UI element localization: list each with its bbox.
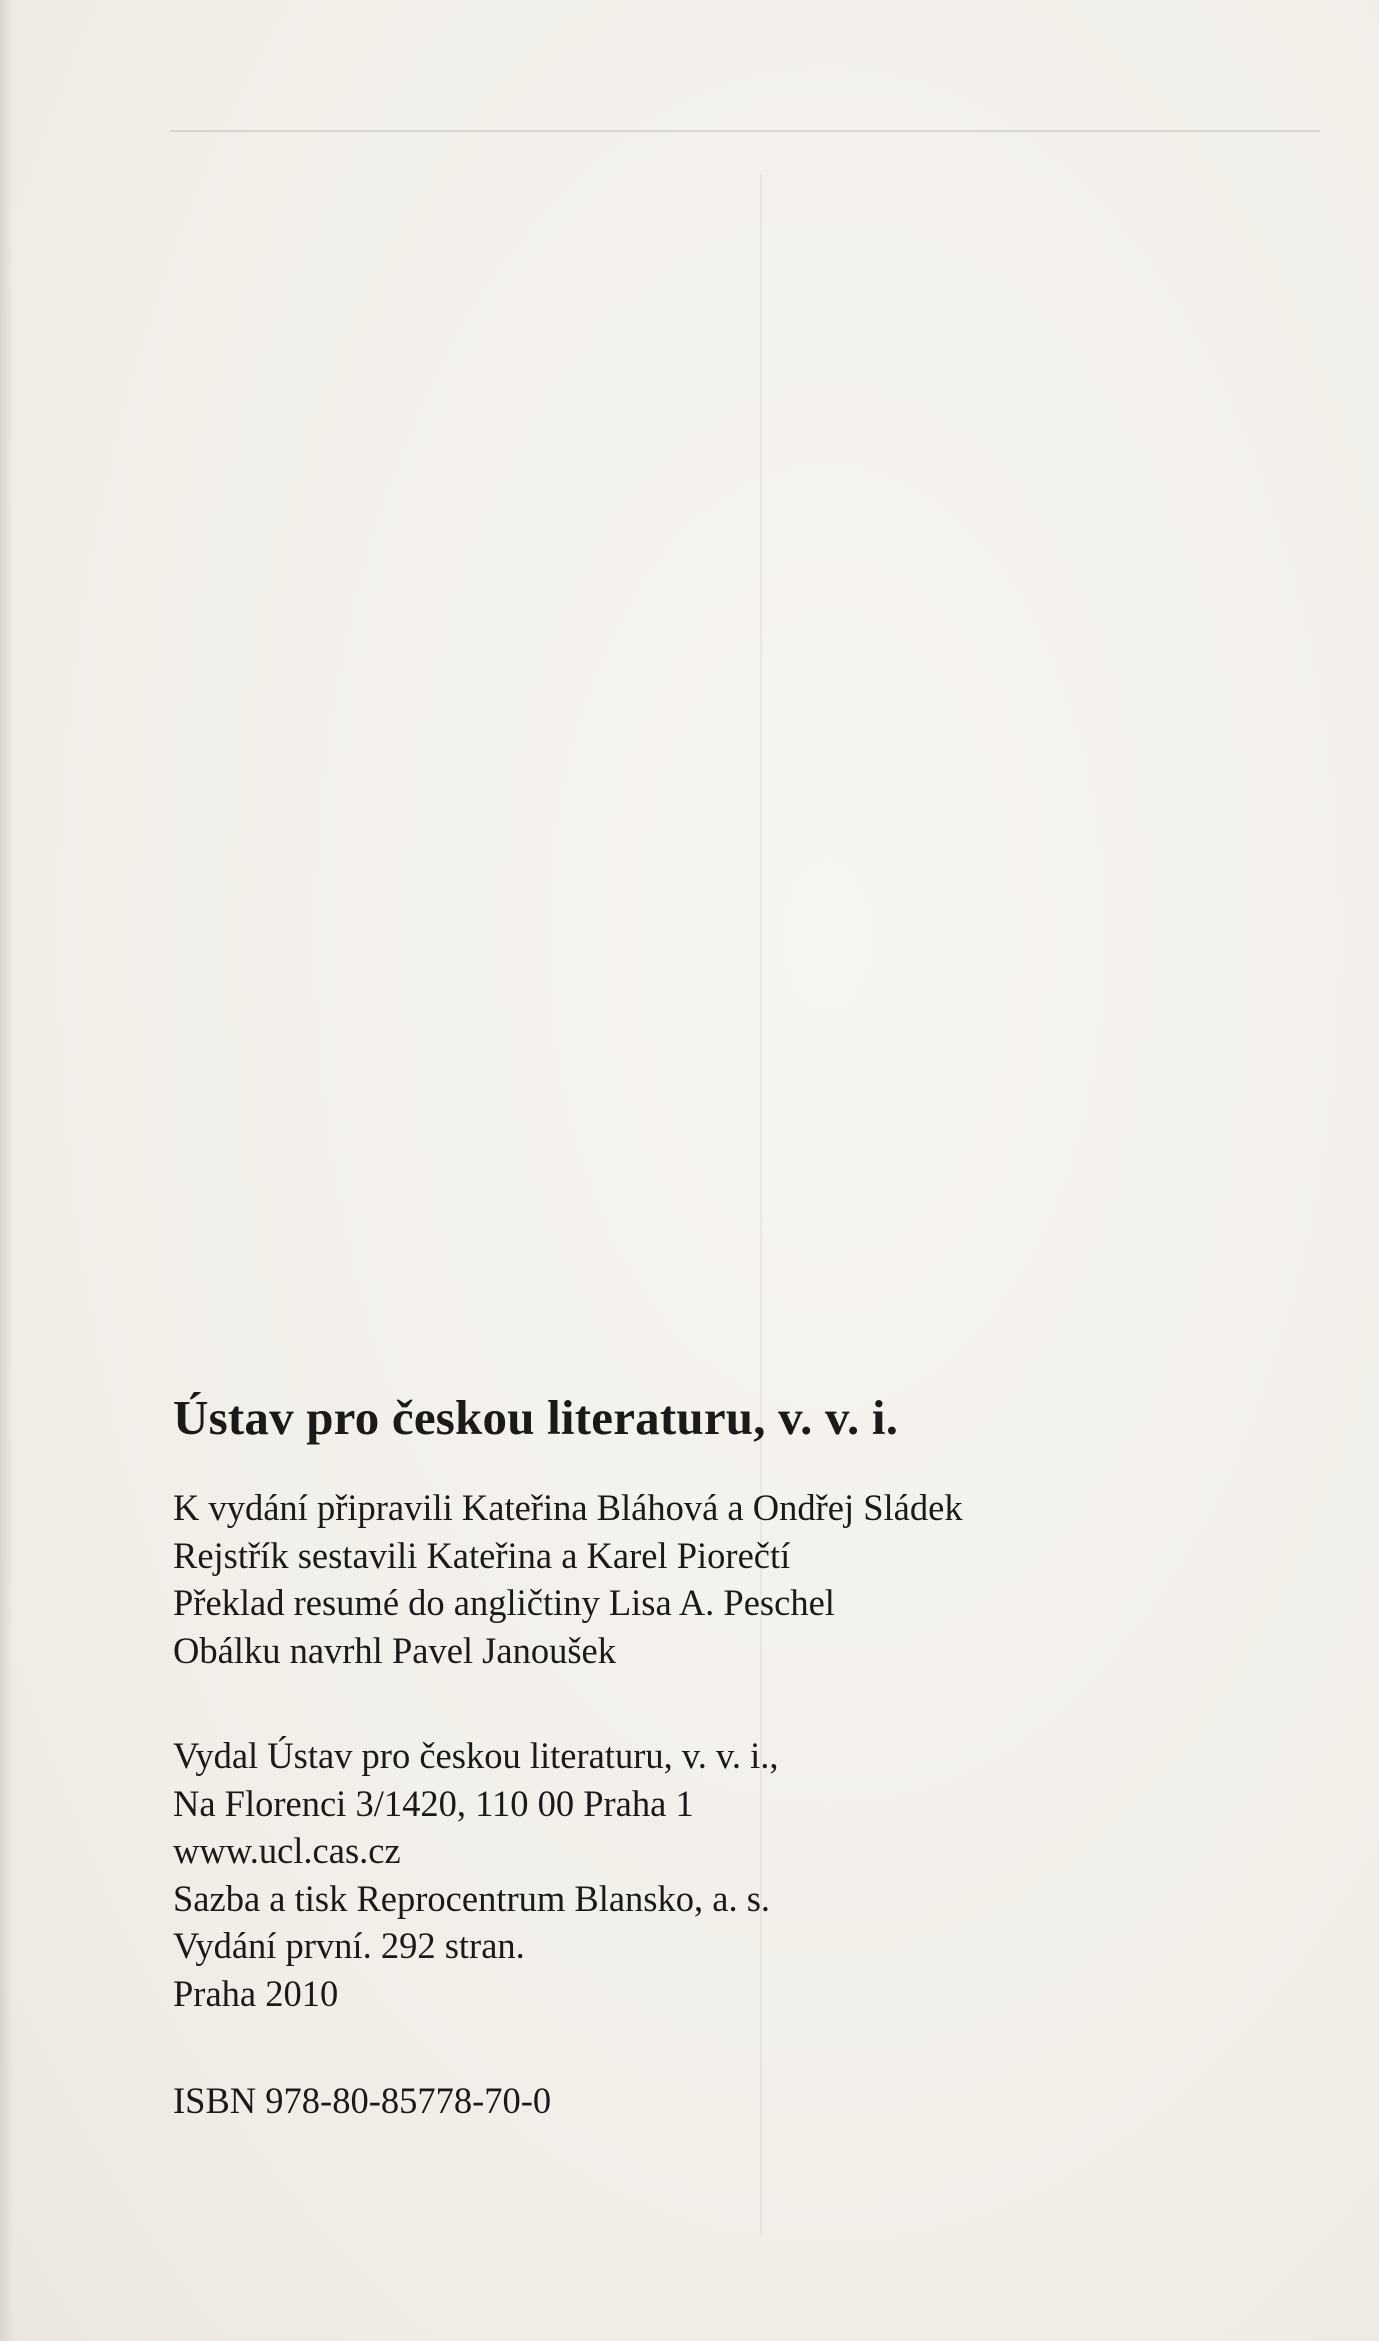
website-line: www.ucl.cas.cz [173,1830,401,1871]
printer-line: Sazba a tisk Reprocentrum Blansko, a. s. [173,1877,771,1919]
edition-line: Vydání první. 292 stran. [173,1925,525,1966]
bleed-through-rule [170,130,1320,132]
credit-editors: K vydání připravili Kateřina Bláhová a Ondřej Sládek [173,1487,963,1528]
place-year-line: Praha 2010 [173,1972,339,2014]
address-line: Na Florenci 3/1420, 110 00 Praha 1 [173,1782,694,1824]
publication-details [173,1732,1273,2017]
institution-heading: Ústav pro českou literaturu, v. v. i. [173,1390,899,1445]
isbn: ISBN 978-80-85778-70-0 [173,2080,552,2121]
credit-translation: Překlad resumé do angličtiny Lisa A. Peschel [173,1582,835,1623]
credit-cover: Obálku navrhl Pavel Janoušek [173,1629,616,1671]
credits-list [173,1484,1273,1674]
publisher-line: Vydal Ústav pro českou literaturu, v. v. i., [173,1735,779,1776]
credit-index: Rejstřík sestavili Kateřina a Karel Piorečtí [173,1534,791,1576]
imprint-block [173,1390,1273,2125]
